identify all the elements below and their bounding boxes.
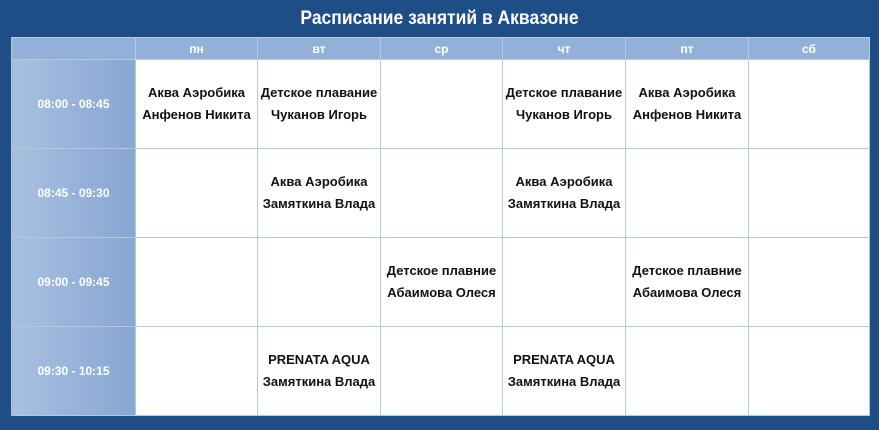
instructor-name: Замяткина Влада [507, 196, 621, 211]
schedule-cell [503, 327, 626, 416]
header-row [12, 38, 870, 60]
schedule-cell [626, 60, 749, 149]
time-slot: 08:45 - 09:30 [12, 149, 136, 238]
class-name: Аква Аэробика [638, 85, 736, 100]
day-header: сб [749, 38, 870, 60]
time-slot: 09:30 - 10:15 [12, 327, 136, 416]
day-header: пн [136, 38, 258, 60]
schedule-table [11, 37, 870, 416]
schedule-row [12, 238, 870, 327]
schedule-row [12, 327, 870, 416]
schedule-cell [749, 238, 870, 327]
class-name: PRENATA AQUA [268, 352, 370, 367]
schedule-cell [136, 238, 258, 327]
instructor-name: Анфенов Никита [632, 107, 742, 122]
class-name: PRENATA AQUA [513, 352, 615, 367]
schedule-row [12, 60, 870, 149]
schedule-cell [749, 60, 870, 149]
schedule-cell [136, 327, 258, 416]
schedule-cell [381, 327, 503, 416]
instructor-name: Чуканов Игорь [516, 107, 612, 122]
schedule-cell [258, 238, 381, 327]
schedule-cell [626, 149, 749, 238]
instructor-name: Замяткина Влада [262, 374, 376, 389]
instructor-name: Абаимова Олеся [387, 285, 496, 300]
time-slot: 08:00 - 08:45 [12, 60, 136, 149]
schedule-cell [381, 60, 503, 149]
day-header: чт [503, 38, 626, 60]
instructor-name: Анфенов Никита [142, 107, 251, 122]
day-header: вт [258, 38, 381, 60]
class-name: Детское плавние [386, 263, 497, 278]
schedule-cell [258, 60, 381, 149]
day-header: пт [626, 38, 749, 60]
class-name: Аква Аэробика [515, 174, 613, 189]
schedule-cell [626, 327, 749, 416]
instructor-name: Замяткина Влада [507, 374, 621, 389]
schedule-cell [258, 327, 381, 416]
schedule-cell [626, 238, 749, 327]
class-name: Детское плавание [260, 85, 378, 100]
schedule-cell [749, 327, 870, 416]
instructor-name: Чуканов Игорь [271, 107, 367, 122]
instructor-name: Замяткина Влада [262, 196, 376, 211]
schedule-cell [258, 149, 381, 238]
schedule-cell [749, 149, 870, 238]
schedule-cell [503, 60, 626, 149]
schedule-cell [136, 149, 258, 238]
instructor-name: Абаимова Олеся [632, 285, 742, 300]
schedule-cell [381, 149, 503, 238]
class-name: Аква Аэробика [148, 85, 245, 100]
schedule-cell [503, 149, 626, 238]
day-header: ср [381, 38, 503, 60]
class-name: Детское плавние [632, 263, 742, 278]
class-name: Аква Аэробика [270, 174, 368, 189]
class-name: Детское плавание [505, 85, 623, 100]
schedule-cell [381, 238, 503, 327]
time-slot: 09:00 - 09:45 [12, 238, 136, 327]
corner-cell [12, 38, 136, 60]
schedule-row [12, 149, 870, 238]
schedule-cell [503, 238, 626, 327]
schedule-title: Расписание занятий в Аквазоне [300, 8, 579, 29]
schedule-cell [136, 60, 258, 149]
